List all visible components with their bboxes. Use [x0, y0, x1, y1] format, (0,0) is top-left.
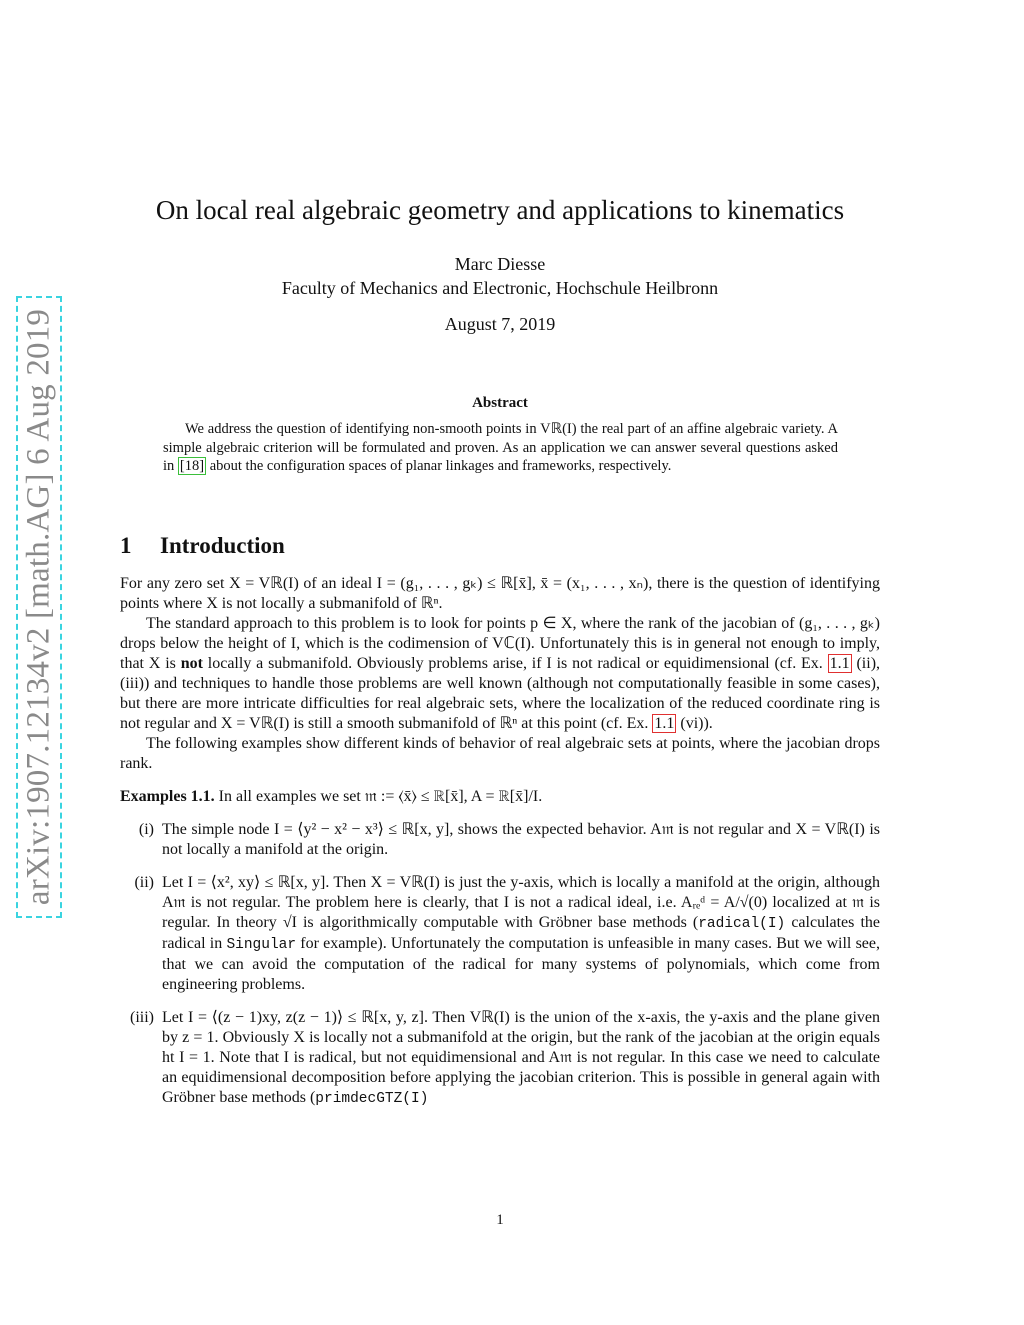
item-text: Let I = ⟨x², xy⟩ ≤ ℝ[x, y]. Then X = Vℝ(I) is just the y-axis, which is locally a manifold at the origin, although A𝔪 is not regular. The problem here is clearly, that I is not a radical ideal, i.e. Aᵣₑᵈ = A/√(0) localized at 𝔪 is regular. In theory √I is algorithmically computable with Gröbner base methods ( — [162, 874, 880, 931]
p2-text-d: (vi)). — [676, 715, 713, 732]
abstract-text-1: We address the question of identifying non-smooth points in Vℝ(I) the real part of an affine algebraic variety. A simple algebraic criterion will be formulated and proven. As an application we can answer several questions asked in — [163, 421, 838, 474]
code-snippet: radical(I) — [698, 916, 786, 932]
p2-text-a: The standard approach to this problem is to look for points p ∈ X, where the rank of the jacobian of (g₁, . . . , gₖ) drops below the height of I, which is the codimension of Vℂ(I). Unfortunately this is in general not enough to imply, that X is — [120, 615, 880, 672]
p2-text-c: (ii),(iii)) and techniques to handle those problems are well known (although not computationally feasible in some cases), but there are more intricate difficulties for real algebraic sets, where the localization of the reduced coordinate ring is not regular and X = Vℝ(I) is still a smooth submanifold of ℝⁿ at this point (cf. Ex. — [120, 655, 881, 732]
intro-paragraph-2 — [120, 614, 880, 734]
examples-list — [120, 820, 880, 1109]
author-block — [0, 252, 1000, 300]
examples-label: Examples 1.1. — [120, 788, 215, 805]
citation-link[interactable]: [18] — [179, 458, 205, 474]
list-item — [120, 873, 880, 995]
paper-date: August 7, 2019 — [444, 314, 556, 334]
page-number: 1 — [496, 1212, 504, 1228]
item-label: (ii) — [134, 874, 154, 891]
intro-paragraph-1: For any zero set X = Vℝ(I) of an ideal I = (g₁, . . . , gₖ) ≤ ℝ[x̄], x̄ = (x₁, . . . , xₙ), there is the question of identifying points where X is not locally a submanifold of ℝⁿ. — [120, 575, 881, 612]
list-item — [120, 1008, 880, 1109]
examples-heading — [120, 787, 880, 807]
item-text: for example). Unfortunately the computation is unfeasible in many cases. But we will see, that we can avoid the computation of the radical for many systems of polynomials, which come from engineering problems. — [162, 935, 881, 993]
author-affiliation: Faculty of Mechanics and Electronic, Hochschule Heilbronn — [281, 278, 719, 298]
section-title: Introduction — [160, 533, 285, 558]
item-label: (i) — [138, 821, 154, 838]
list-item — [120, 820, 880, 860]
p2-text-b: locally a submanifold. Obviously problems arise, if I is not radical or equidimensional (cf. Ex. — [202, 655, 828, 672]
item-label: (iii) — [130, 1009, 154, 1026]
arxiv-side-stamp — [16, 296, 62, 918]
examples-intro: In all examples we set 𝔪 := ⟨x̄⟩ ≤ ℝ[x̄], A = ℝ[x̄]/I. — [214, 788, 543, 805]
section-body — [120, 574, 880, 1122]
abstract-text-2: about the configuration spaces of planar linkages and frameworks, respectively. — [206, 458, 672, 474]
abstract-heading: Abstract — [472, 395, 528, 411]
p2-bold-not: not — [180, 655, 203, 672]
abstract-body — [163, 420, 838, 476]
example-ref-link[interactable]: 1.1 — [829, 655, 850, 672]
author-name: Marc Diesse — [454, 254, 546, 274]
section-number: 1 — [120, 533, 132, 558]
code-snippet: primdecGTZ(I) — [315, 1091, 429, 1107]
example-ref-link[interactable]: 1.1 — [654, 715, 675, 732]
item-text: Let I = ⟨(z − 1)xy, z(z − 1)⟩ ≤ ℝ[x, y, z]. Then Vℝ(I) is the union of the x-axis, the y-axis and the plane given by z = 1. Obviously X is locally not a submanifold at the origin, but the rank of the jacobian at the origin equals ht I = 1. Note that I is radical, but not equidimensional and A𝔪 is not regular. In this case we need to calculate an equidimensional decomposition before applying the jacobian criterion. This is possible in general again with Gröbner base methods ( — [162, 1009, 880, 1106]
paper-title: On local real algebraic geometry and applications to kinematics — [155, 195, 845, 225]
arxiv-identifier: arXiv:1907.12134v2 [math.AG] 6 Aug 2019 — [20, 308, 57, 906]
item-text: The simple node I = ⟨y² − x² − x³⟩ ≤ ℝ[x, y], shows the expected behavior. A𝔪 is not regular and X = Vℝ(I) is not locally a manifold at the origin. — [162, 821, 880, 858]
code-snippet: Singular — [226, 937, 297, 953]
intro-paragraph-3: The following examples show different kinds of behavior of real algebraic sets at points, where the jacobian drops rank. — [120, 735, 880, 772]
item-text: calculates the radical in — [162, 914, 880, 952]
section-heading — [120, 533, 285, 559]
